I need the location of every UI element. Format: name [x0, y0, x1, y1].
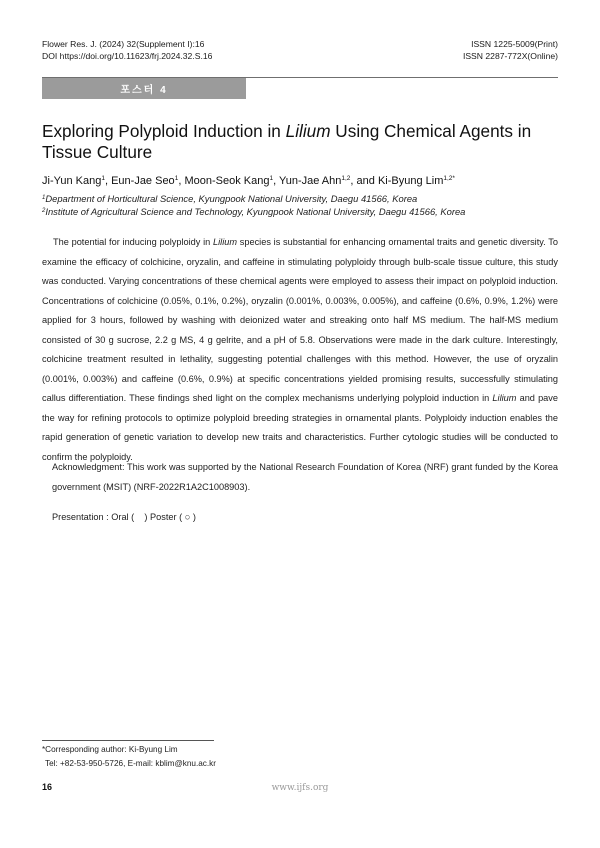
author-name: Moon-Seok Kang: [184, 175, 270, 187]
affiliation-text: Department of Horticultural Science, Kyungpook National University, Daegu 41566, Korea: [45, 193, 418, 204]
author-name: Eun-Jae Seo: [111, 175, 175, 187]
affiliation: [42, 206, 465, 217]
acknowledgment: Acknowledgment: This work was supported by the National Research Foundation of Korea (NRF) grant funded by the Korea government (MSIT) (NRF-2022R1A2C1008903).: [52, 462, 558, 492]
author-name: Ji-Yun Kang: [42, 175, 102, 187]
author-separator: ,: [178, 175, 185, 187]
author-separator: ,: [104, 175, 112, 187]
journal-header: [42, 38, 212, 62]
abstract-genus: Lilium: [492, 393, 517, 403]
author-separator: , and: [350, 175, 378, 187]
author-affil-mark: 1,2*: [443, 175, 455, 182]
doi-line: DOI https://doi.org/10.11623/frj.2024.32.S.16: [42, 51, 213, 61]
author-affil-mark: 1: [174, 175, 179, 182]
issn-online: ISSN 2287-772X(Online): [462, 51, 558, 61]
journal-website: www.ijfs.org: [271, 783, 329, 793]
issn-print: ISSN 1225-5009(Print): [471, 39, 558, 49]
contact-info: Tel: +82-53-950-5726, E-mail: kblim@knu.ac.kr: [45, 759, 216, 768]
author-affil-mark: 1: [101, 175, 105, 182]
title-genus: Lilium: [285, 121, 331, 141]
footnote-divider: [42, 740, 214, 741]
author-affil-mark: 1: [269, 175, 274, 182]
abstract-body: [42, 233, 558, 467]
issn-header: [463, 38, 558, 62]
page-number: 16: [42, 782, 53, 792]
title-part-1: Exploring Polyploid Induction in: [42, 121, 286, 141]
abstract-text: The potential for inducing polyploidy in: [53, 237, 214, 247]
affiliation-text: Institute of Agricultural Science and Technology, Kyungpook National University, Daegu 41566, Korea: [45, 206, 466, 217]
section-tab: 포스터 4: [42, 78, 246, 99]
abstract-text: and pave the way for refining protocols to optimize polyploid breeding strategies in ornamental plants. Polyploidy induction enables the rapid generation of genetic variation to develop new traits and characteristics. Further cytologic studies will be conducted to confirm the polyploidy.: [42, 393, 558, 462]
author-list: [42, 175, 455, 187]
affiliation-mark: 1: [42, 195, 46, 201]
affiliation: [42, 193, 417, 204]
paper-title: [42, 121, 562, 163]
affiliation-mark: 2: [42, 208, 46, 214]
journal-citation: Flower Res. J. (2024) 32(Supplement I):16: [42, 39, 205, 49]
abstract-genus: Lilium: [213, 237, 238, 247]
presentation-type: Presentation : Oral ( ) Poster ( ○ ): [52, 512, 196, 522]
title-part-2: Using Chemical Agents in Tissue Culture: [42, 121, 532, 162]
abstract-text: species is substantial for enhancing ornamental traits and genetic diversity. To examine the efficacy of colchicine, oryzalin, and caffeine in stimulating polyploidy through bulb-scale tissue culture, this study was conducted. Varying concentrations of these chemical agents were employed to assess their impact on polyploid induction. Concentrations of colchicine (0.05%, 0.1%, 0.2%), oryzalin (0.001%, 0.003%, 0.005%), and caffeine (0.6%, 0.9%, 1.2%) were applied for 3 hours, followed by washing with deionized water and streaking onto half MS medium. The half-MS medium consisted of 30 g sucrose, 2.2 g MS, 4 g gelrite, and a pH of 5.8. Observations were made in the dark culture. Interestingly, colchicine treatment resulted in lethality, suggesting potential challenges with this method. However, the use of oryzalin (0.001%, 0.003%) and caffeine (0.6%, 0.9%) at specific concentrations yielded promising results, successfully stimulating callus differentiation. These findings shed light on the complex mechanisms underlying polyploid induction in: [42, 237, 559, 403]
author-separator: ,: [273, 175, 279, 187]
author-name: Ki-Byung Lim: [377, 175, 444, 187]
corresponding-author: *Corresponding author: Ki-Byung Lim: [42, 745, 178, 754]
author-name: Yun-Jae Ahn: [278, 175, 342, 187]
author-affil-mark: 1,2: [341, 175, 351, 182]
